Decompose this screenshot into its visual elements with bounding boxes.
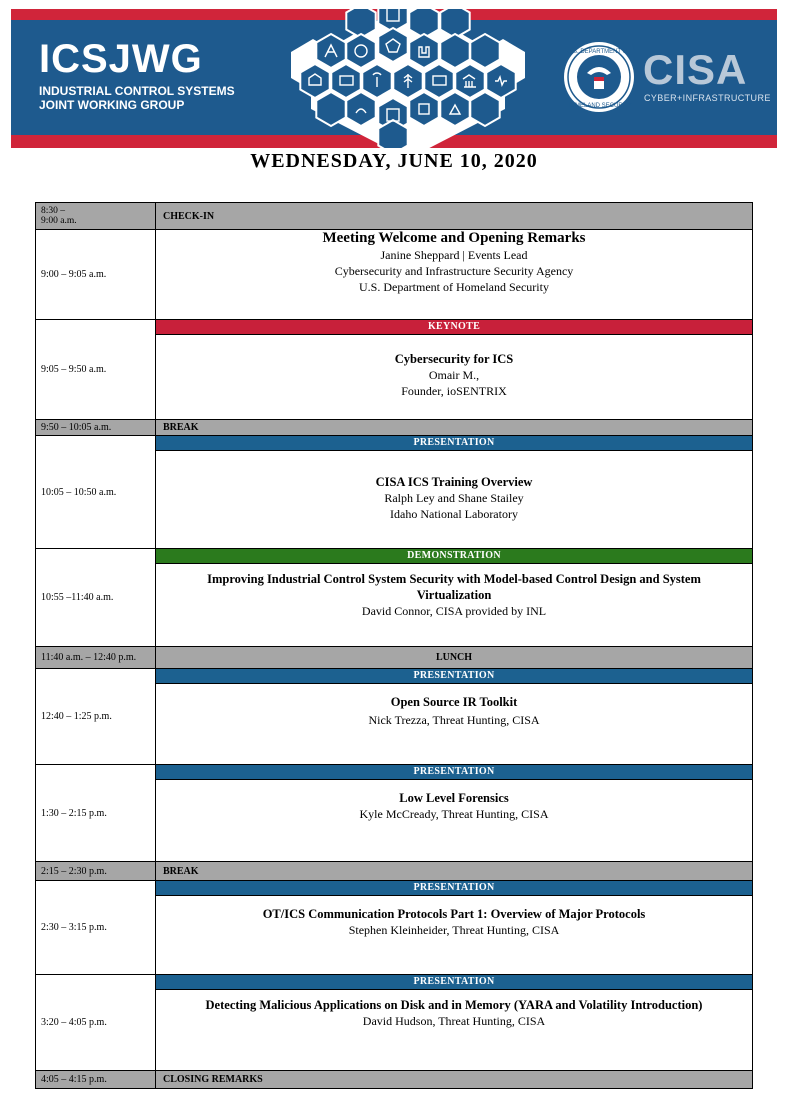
time-cell: 10:55 –11:40 a.m. <box>36 549 156 646</box>
agenda-row-ir-toolkit <box>36 669 752 765</box>
session-details <box>156 906 752 938</box>
agenda-row-closing <box>36 1071 752 1088</box>
agenda-row-checkin <box>36 203 752 230</box>
agenda-row-demonstration <box>36 549 752 647</box>
time-cell: 10:05 – 10:50 a.m. <box>36 436 156 548</box>
speaker-line: Omair M., <box>428 368 480 382</box>
time-cell: 11:40 a.m. – 12:40 p.m. <box>36 647 156 668</box>
agenda-row-malicious-apps <box>36 975 752 1071</box>
session-title: Detecting Malicious Applications on Disk and in Memory (YARA and Volatility Introduction) <box>205 998 703 1012</box>
session-title: Meeting Welcome and Opening Remarks <box>322 230 586 246</box>
speaker-line: Janine Sheppard | Events Lead <box>380 248 528 262</box>
agenda-row-lunch <box>36 647 752 669</box>
header-banner <box>11 9 777 148</box>
presentation-band: PRESENTATION <box>156 669 752 684</box>
time-cell: 1:30 – 2:15 p.m. <box>36 765 156 861</box>
svg-text:HOMELAND SECURITY: HOMELAND SECURITY <box>565 103 633 109</box>
demonstration-band: DEMONSTRATION <box>156 549 752 564</box>
time-cell: 9:00 – 9:05 a.m. <box>36 230 156 319</box>
speaker-line: David Hudson, Threat Hunting, CISA <box>362 1014 546 1028</box>
agenda-table <box>35 202 753 1089</box>
time-cell: 9:05 – 9:50 a.m. <box>36 320 156 419</box>
session-details <box>156 571 752 619</box>
speaker-line: Founder, ioSENTRIX <box>401 384 507 398</box>
agenda-row-forensics <box>36 765 752 862</box>
cisa-logo-text: CISA <box>643 46 748 93</box>
speaker-line: David Connor, CISA provided by INL <box>361 604 547 618</box>
time-cell: 12:40 – 1:25 p.m. <box>36 669 156 764</box>
time-cell: 4:05 – 4:15 p.m. <box>36 1071 156 1088</box>
session-details <box>156 474 752 522</box>
presentation-band: PRESENTATION <box>156 765 752 780</box>
session-title: Low Level Forensics <box>399 791 509 805</box>
agenda-row-keynote <box>36 320 752 420</box>
session-title: Open Source IR Toolkit <box>390 695 518 709</box>
session-details <box>156 230 752 295</box>
break-label: BREAK <box>163 865 199 877</box>
lunch-label: LUNCH <box>435 652 473 663</box>
cisa-tagline: CYBER+INFRASTRUCTURE <box>644 93 771 103</box>
page-title: WEDNESDAY, JUNE 10, 2020 <box>250 150 538 172</box>
icsjwg-full-name: INDUSTRIAL CONTROL SYSTEMS JOINT WORKING GROUP <box>39 84 235 112</box>
svg-text:U.S. DEPARTMENT OF: U.S. DEPARTMENT OF <box>566 49 632 55</box>
time-cell: 2:30 – 3:15 p.m. <box>36 881 156 974</box>
session-title: CISA ICS Training Overview <box>375 475 533 489</box>
session-title: OT/ICS Communication Protocols Part 1: Overview of Major Protocols <box>262 907 646 921</box>
break-label: BREAK <box>163 422 199 433</box>
session-details <box>156 351 752 399</box>
time-cell: 8:30 – 9:00 a.m. <box>36 203 156 229</box>
session-title: Improving Industrial Control System Security with Model-based Control Design and System <box>207 572 701 586</box>
agenda-row-protocols <box>36 881 752 975</box>
closing-label: CLOSING REMARKS <box>163 1074 263 1085</box>
icsjwg-logo-text: ICSJWG <box>39 37 203 81</box>
speaker-line: Idaho National Laboratory <box>390 507 518 521</box>
session-details <box>156 694 752 728</box>
speaker-line: Stephen Kleinheider, Threat Hunting, CISA <box>348 923 560 937</box>
keynote-band: KEYNOTE <box>156 320 752 335</box>
session-title: Cybersecurity for ICS <box>394 352 514 366</box>
agenda-row-training <box>36 436 752 549</box>
speaker-line: Ralph Ley and Shane Stailey <box>384 491 524 505</box>
agenda-row-break <box>36 862 752 881</box>
session-title-continued: Virtualization <box>416 588 492 602</box>
agenda-row-welcome <box>36 230 752 320</box>
speaker-line: U.S. Department of Homeland Security <box>359 280 549 294</box>
agenda-row-break <box>36 420 752 436</box>
session-details <box>156 997 752 1029</box>
presentation-band: PRESENTATION <box>156 881 752 896</box>
time-cell: 2:15 – 2:30 p.m. <box>36 862 156 880</box>
presentation-band: PRESENTATION <box>156 436 752 451</box>
speaker-line: Kyle McCready, Threat Hunting, CISA <box>359 807 549 821</box>
dhs-seal-icon <box>563 41 635 113</box>
time-cell: 9:50 – 10:05 a.m. <box>36 420 156 435</box>
infrastructure-hexagon-graphic <box>243 9 573 148</box>
session-details <box>156 790 752 822</box>
speaker-line: Cybersecurity and Infrastructure Security Agency <box>334 264 574 278</box>
checkin-label: CHECK-IN <box>163 210 215 222</box>
presentation-band: PRESENTATION <box>156 975 752 990</box>
speaker-line: Nick Trezza, Threat Hunting, CISA <box>368 713 540 727</box>
time-cell: 3:20 – 4:05 p.m. <box>36 975 156 1070</box>
